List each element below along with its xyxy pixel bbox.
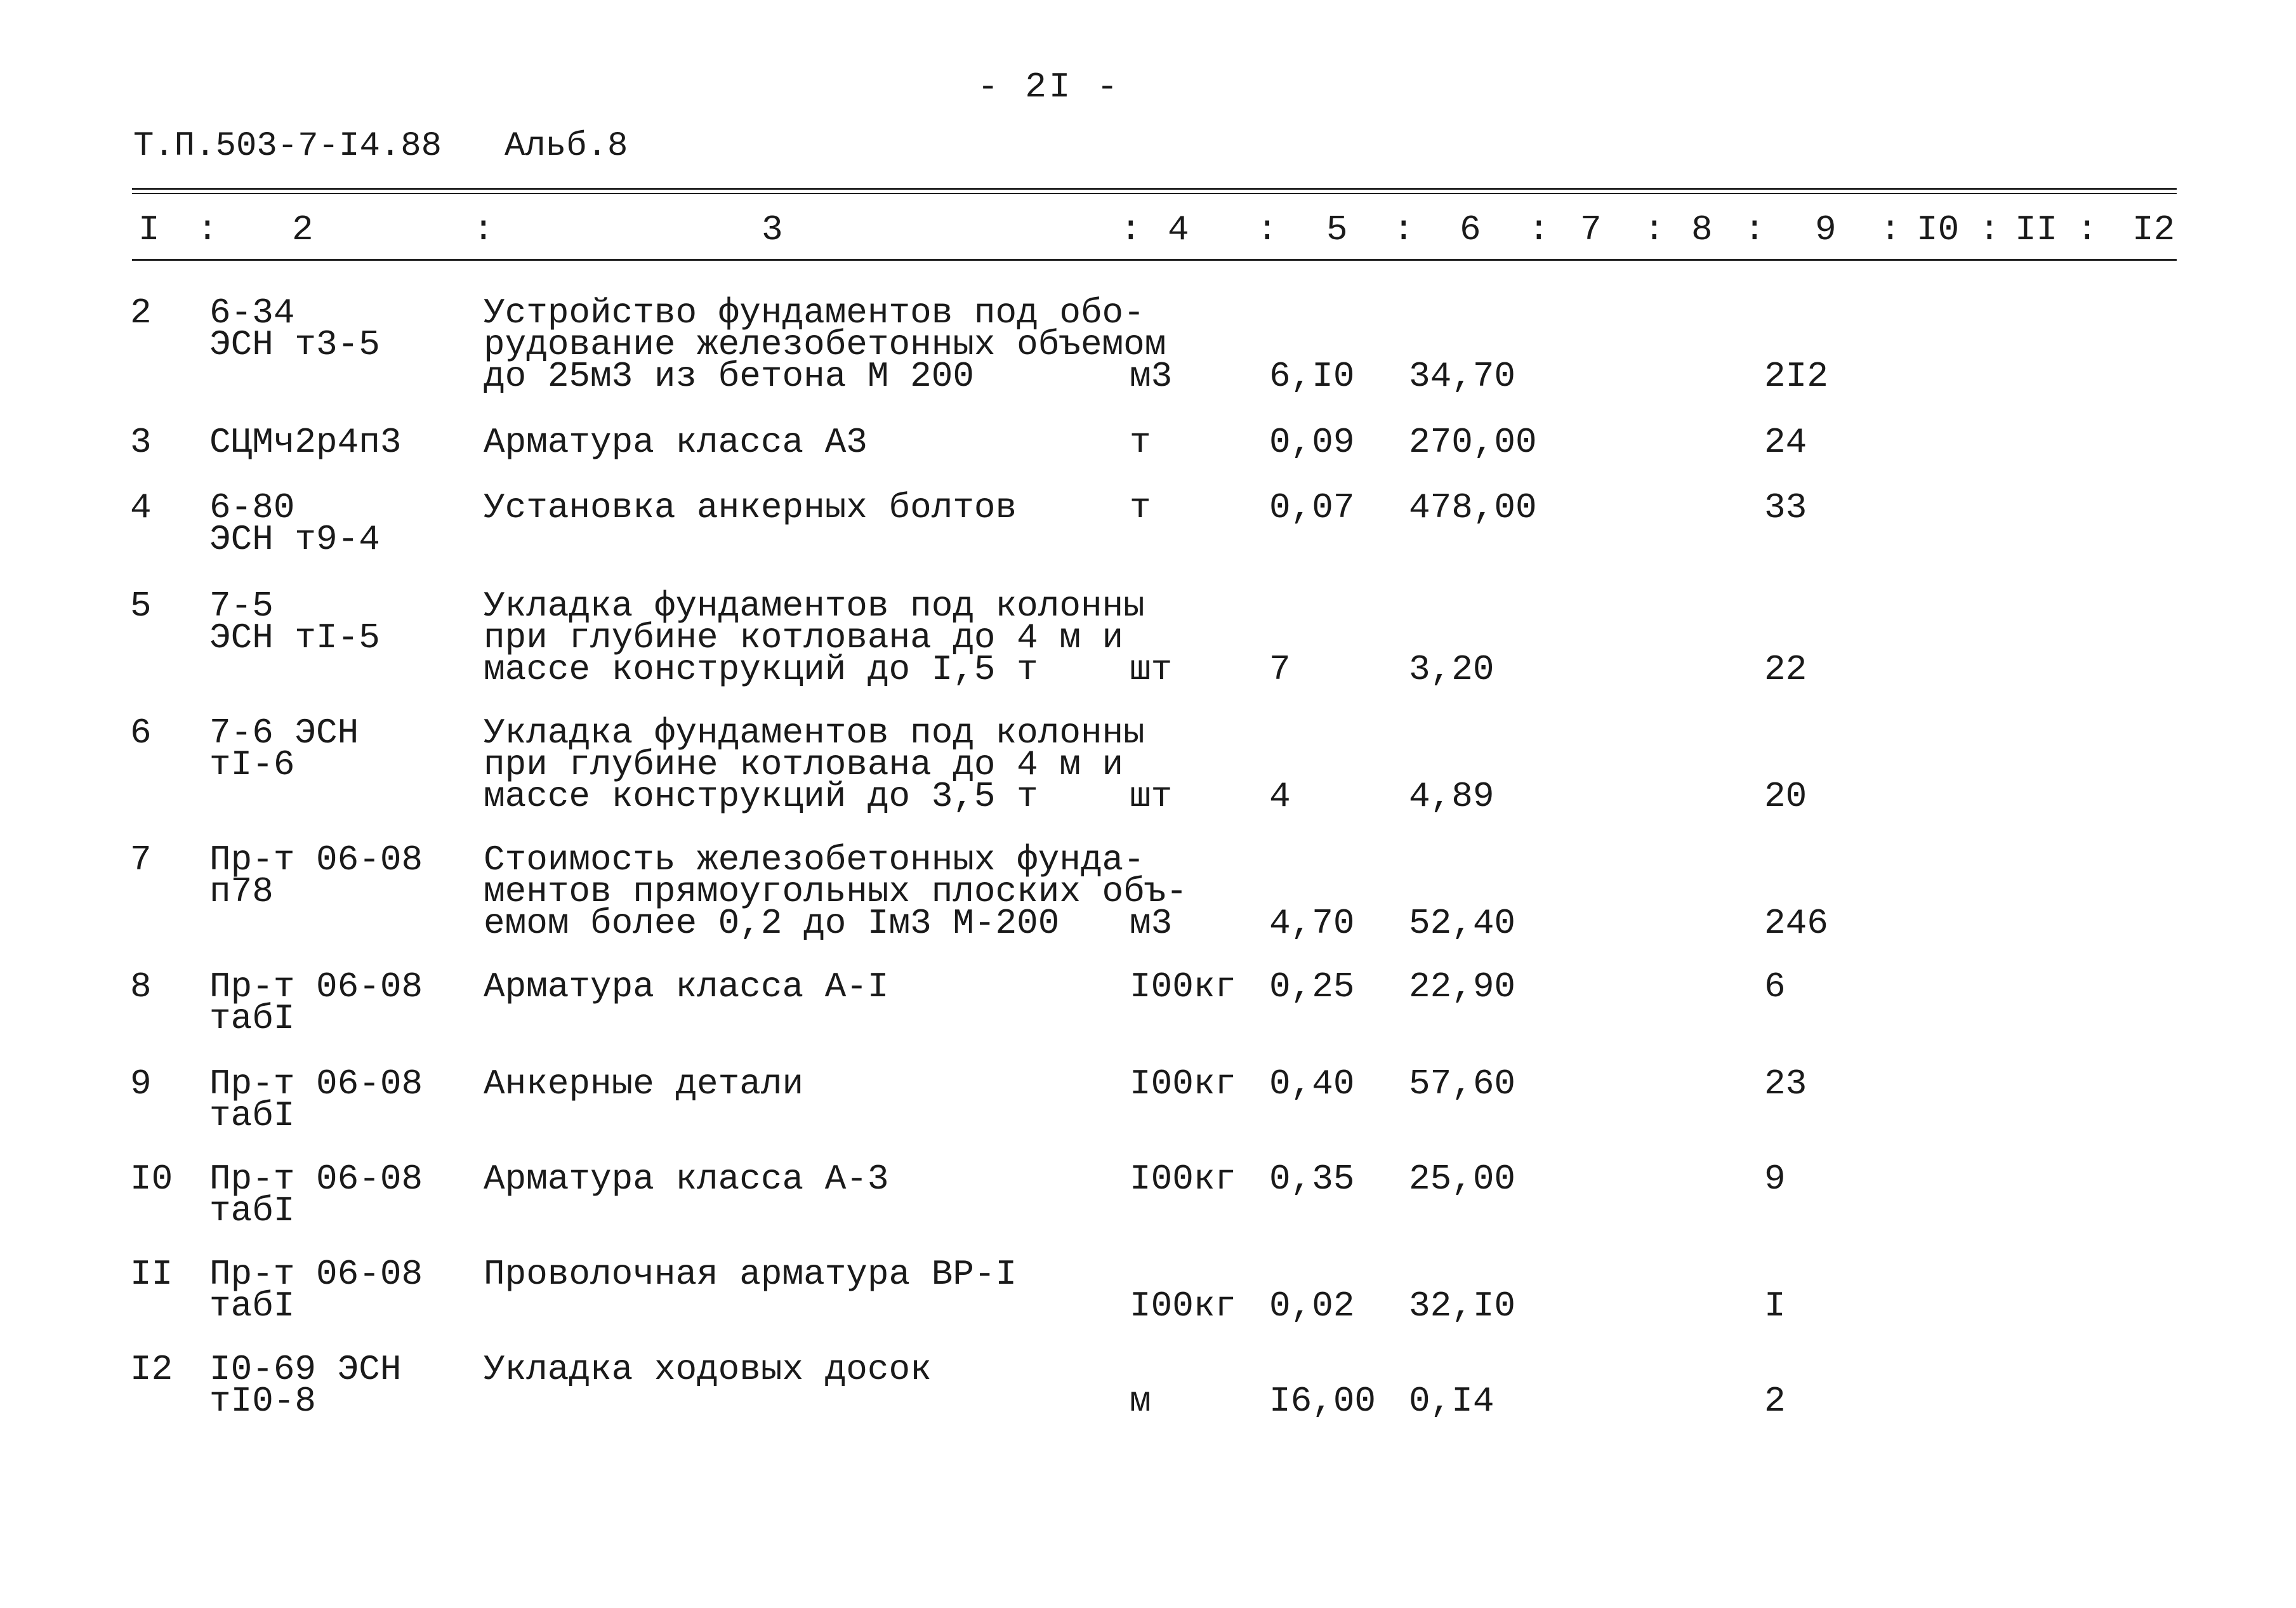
row-code-line: п78 — [209, 871, 274, 912]
col-separator: : — [1744, 209, 1765, 250]
row-total: 24 — [1764, 422, 1807, 463]
row-description-line: Арматура класса А-3 — [484, 1159, 889, 1199]
row-quantity: 0,09 — [1269, 422, 1355, 463]
row-unit: I00кг — [1130, 1286, 1237, 1326]
header-rule — [132, 259, 2177, 261]
row-description-line: Проволочная арматура ВР-I — [484, 1254, 1017, 1295]
row-number: 3 — [130, 422, 152, 463]
row-code-line: Пр-т 06-08 — [209, 966, 423, 1007]
row-code-line: ЭСН тI-5 — [209, 617, 380, 658]
col-separator: : — [197, 209, 218, 250]
row-unit: I00кг — [1130, 966, 1237, 1007]
row-code-line: 6-80 — [209, 487, 295, 528]
row-description-line: при глубине котлована до 4 м и — [484, 617, 1124, 658]
row-code-line: Пр-т 06-08 — [209, 1159, 423, 1199]
row-code-line: табI — [209, 1286, 295, 1326]
row-code-line: табI — [209, 1095, 295, 1136]
row-number: 8 — [130, 966, 152, 1007]
row-total: 2I2 — [1764, 356, 1828, 397]
row-description-line: Укладка фундаментов под колонны — [484, 586, 1145, 626]
row-quantity: 0,02 — [1269, 1286, 1355, 1326]
document-code: Т.П.503-7-I4.88 — [133, 127, 442, 166]
row-total: 33 — [1764, 487, 1807, 528]
top-rule-thin — [132, 193, 2177, 194]
row-price: 22,90 — [1409, 966, 1516, 1007]
row-code-line: Пр-т 06-08 — [209, 840, 423, 880]
row-code-line: Пр-т 06-08 — [209, 1254, 423, 1295]
row-code-line: тI0-8 — [209, 1381, 317, 1421]
row-quantity: 0,35 — [1269, 1159, 1355, 1199]
row-quantity: 0,07 — [1269, 487, 1355, 528]
row-price: 0,I4 — [1409, 1381, 1494, 1421]
col-separator: : — [1120, 209, 1142, 250]
col-separator: : — [1880, 209, 1901, 250]
row-total: 23 — [1764, 1064, 1807, 1104]
row-description-line: массе конструкций до 3,5 т — [484, 776, 1038, 817]
row-total: I — [1764, 1286, 1786, 1326]
row-code-line: I0-69 ЭСН — [209, 1349, 402, 1390]
row-code-line: ЭСН т3-5 — [209, 324, 380, 365]
row-code-line: табI — [209, 1190, 295, 1231]
row-unit: м3 — [1130, 903, 1173, 944]
row-unit: т — [1130, 422, 1151, 463]
row-code-line: тI-6 — [209, 744, 295, 785]
row-price: 478,00 — [1409, 487, 1537, 528]
row-number: II — [130, 1254, 173, 1295]
row-number: I2 — [130, 1349, 173, 1390]
row-description-line: емом более 0,2 до Iм3 М-200 — [484, 903, 1060, 944]
row-unit: шт — [1130, 649, 1173, 690]
col-header-9: 9 — [1815, 209, 1837, 250]
row-description-line: до 25м3 из бетона М 200 — [484, 356, 974, 397]
col-header-1: I — [138, 209, 160, 250]
col-header-11: II — [2015, 209, 2058, 250]
row-quantity: 7 — [1269, 649, 1291, 690]
col-header-4: 4 — [1168, 209, 1189, 250]
row-quantity: 0,25 — [1269, 966, 1355, 1007]
col-header-8: 8 — [1691, 209, 1713, 250]
row-description-line: рудование железобетонных объемом — [484, 324, 1166, 365]
row-quantity: 6,I0 — [1269, 356, 1355, 397]
row-total: 22 — [1764, 649, 1807, 690]
row-unit: м3 — [1130, 356, 1173, 397]
row-description-line: Анкерные детали — [484, 1064, 804, 1104]
row-price: 52,40 — [1409, 903, 1516, 944]
row-description-line: массе конструкций до I,5 т — [484, 649, 1038, 690]
row-code-line: Пр-т 06-08 — [209, 1064, 423, 1104]
col-separator: : — [1979, 209, 2000, 250]
row-description-line: Устройство фундаментов под обо- — [484, 293, 1145, 333]
col-header-2: 2 — [292, 209, 313, 250]
col-separator: : — [473, 209, 494, 250]
row-price: 57,60 — [1409, 1064, 1516, 1104]
top-rule — [132, 188, 2177, 190]
row-price: 3,20 — [1409, 649, 1494, 690]
row-number: I0 — [130, 1159, 173, 1199]
album-label: Альб.8 — [505, 127, 628, 166]
row-number: 7 — [130, 840, 152, 880]
col-header-3: 3 — [762, 209, 783, 250]
col-header-10: I0 — [1917, 209, 1960, 250]
row-description-line: ментов прямоугольных плоских объ- — [484, 871, 1187, 912]
row-description-line: Стоимость железобетонных фунда- — [484, 840, 1145, 880]
row-total: 246 — [1764, 903, 1828, 944]
row-total: 9 — [1764, 1159, 1786, 1199]
row-unit: т — [1130, 487, 1151, 528]
row-unit: I00кг — [1130, 1064, 1237, 1104]
row-description-line: Установка анкерных болтов — [484, 487, 1017, 528]
row-description-line: Укладка ходовых досок — [484, 1349, 932, 1390]
row-description-line: Арматура класса А3 — [484, 422, 868, 463]
col-header-7: 7 — [1580, 209, 1602, 250]
row-description-line: Арматура класса А-I — [484, 966, 889, 1007]
row-unit: I00кг — [1130, 1159, 1237, 1199]
row-number: 2 — [130, 293, 152, 333]
row-quantity: 4 — [1269, 776, 1291, 817]
col-separator: : — [2076, 209, 2098, 250]
col-separator: : — [1257, 209, 1278, 250]
row-code-line: 7-5 — [209, 586, 274, 626]
row-code-line: 7-6 ЭСН — [209, 713, 359, 753]
row-unit: м — [1130, 1381, 1151, 1421]
row-quantity: I6,00 — [1269, 1381, 1376, 1421]
col-separator: : — [1528, 209, 1550, 250]
col-header-6: 6 — [1460, 209, 1481, 250]
page-number: - 2I - — [977, 67, 1121, 107]
row-number: 9 — [130, 1064, 152, 1104]
row-number: 4 — [130, 487, 152, 528]
row-price: 32,I0 — [1409, 1286, 1516, 1326]
row-quantity: 0,40 — [1269, 1064, 1355, 1104]
row-code-line: ЭСН т9-4 — [209, 519, 380, 560]
row-quantity: 4,70 — [1269, 903, 1355, 944]
row-price: 34,70 — [1409, 356, 1516, 397]
col-separator: : — [1644, 209, 1665, 250]
row-code-line: 6-34 — [209, 293, 295, 333]
row-code-line: табI — [209, 998, 295, 1039]
col-separator: : — [1393, 209, 1415, 250]
row-unit: шт — [1130, 776, 1173, 817]
row-total: 6 — [1764, 966, 1786, 1007]
row-code-line: СЦМч2р4п3 — [209, 422, 402, 463]
row-description-line: Укладка фундаментов под колонны — [484, 713, 1145, 753]
row-price: 4,89 — [1409, 776, 1494, 817]
row-number: 6 — [130, 713, 152, 753]
col-header-12: I2 — [2132, 209, 2175, 250]
row-price: 270,00 — [1409, 422, 1537, 463]
row-description-line: при глубине котлована до 4 м и — [484, 744, 1124, 785]
row-price: 25,00 — [1409, 1159, 1516, 1199]
row-total: 2 — [1764, 1381, 1786, 1421]
col-header-5: 5 — [1326, 209, 1348, 250]
row-total: 20 — [1764, 776, 1807, 817]
row-number: 5 — [130, 586, 152, 626]
